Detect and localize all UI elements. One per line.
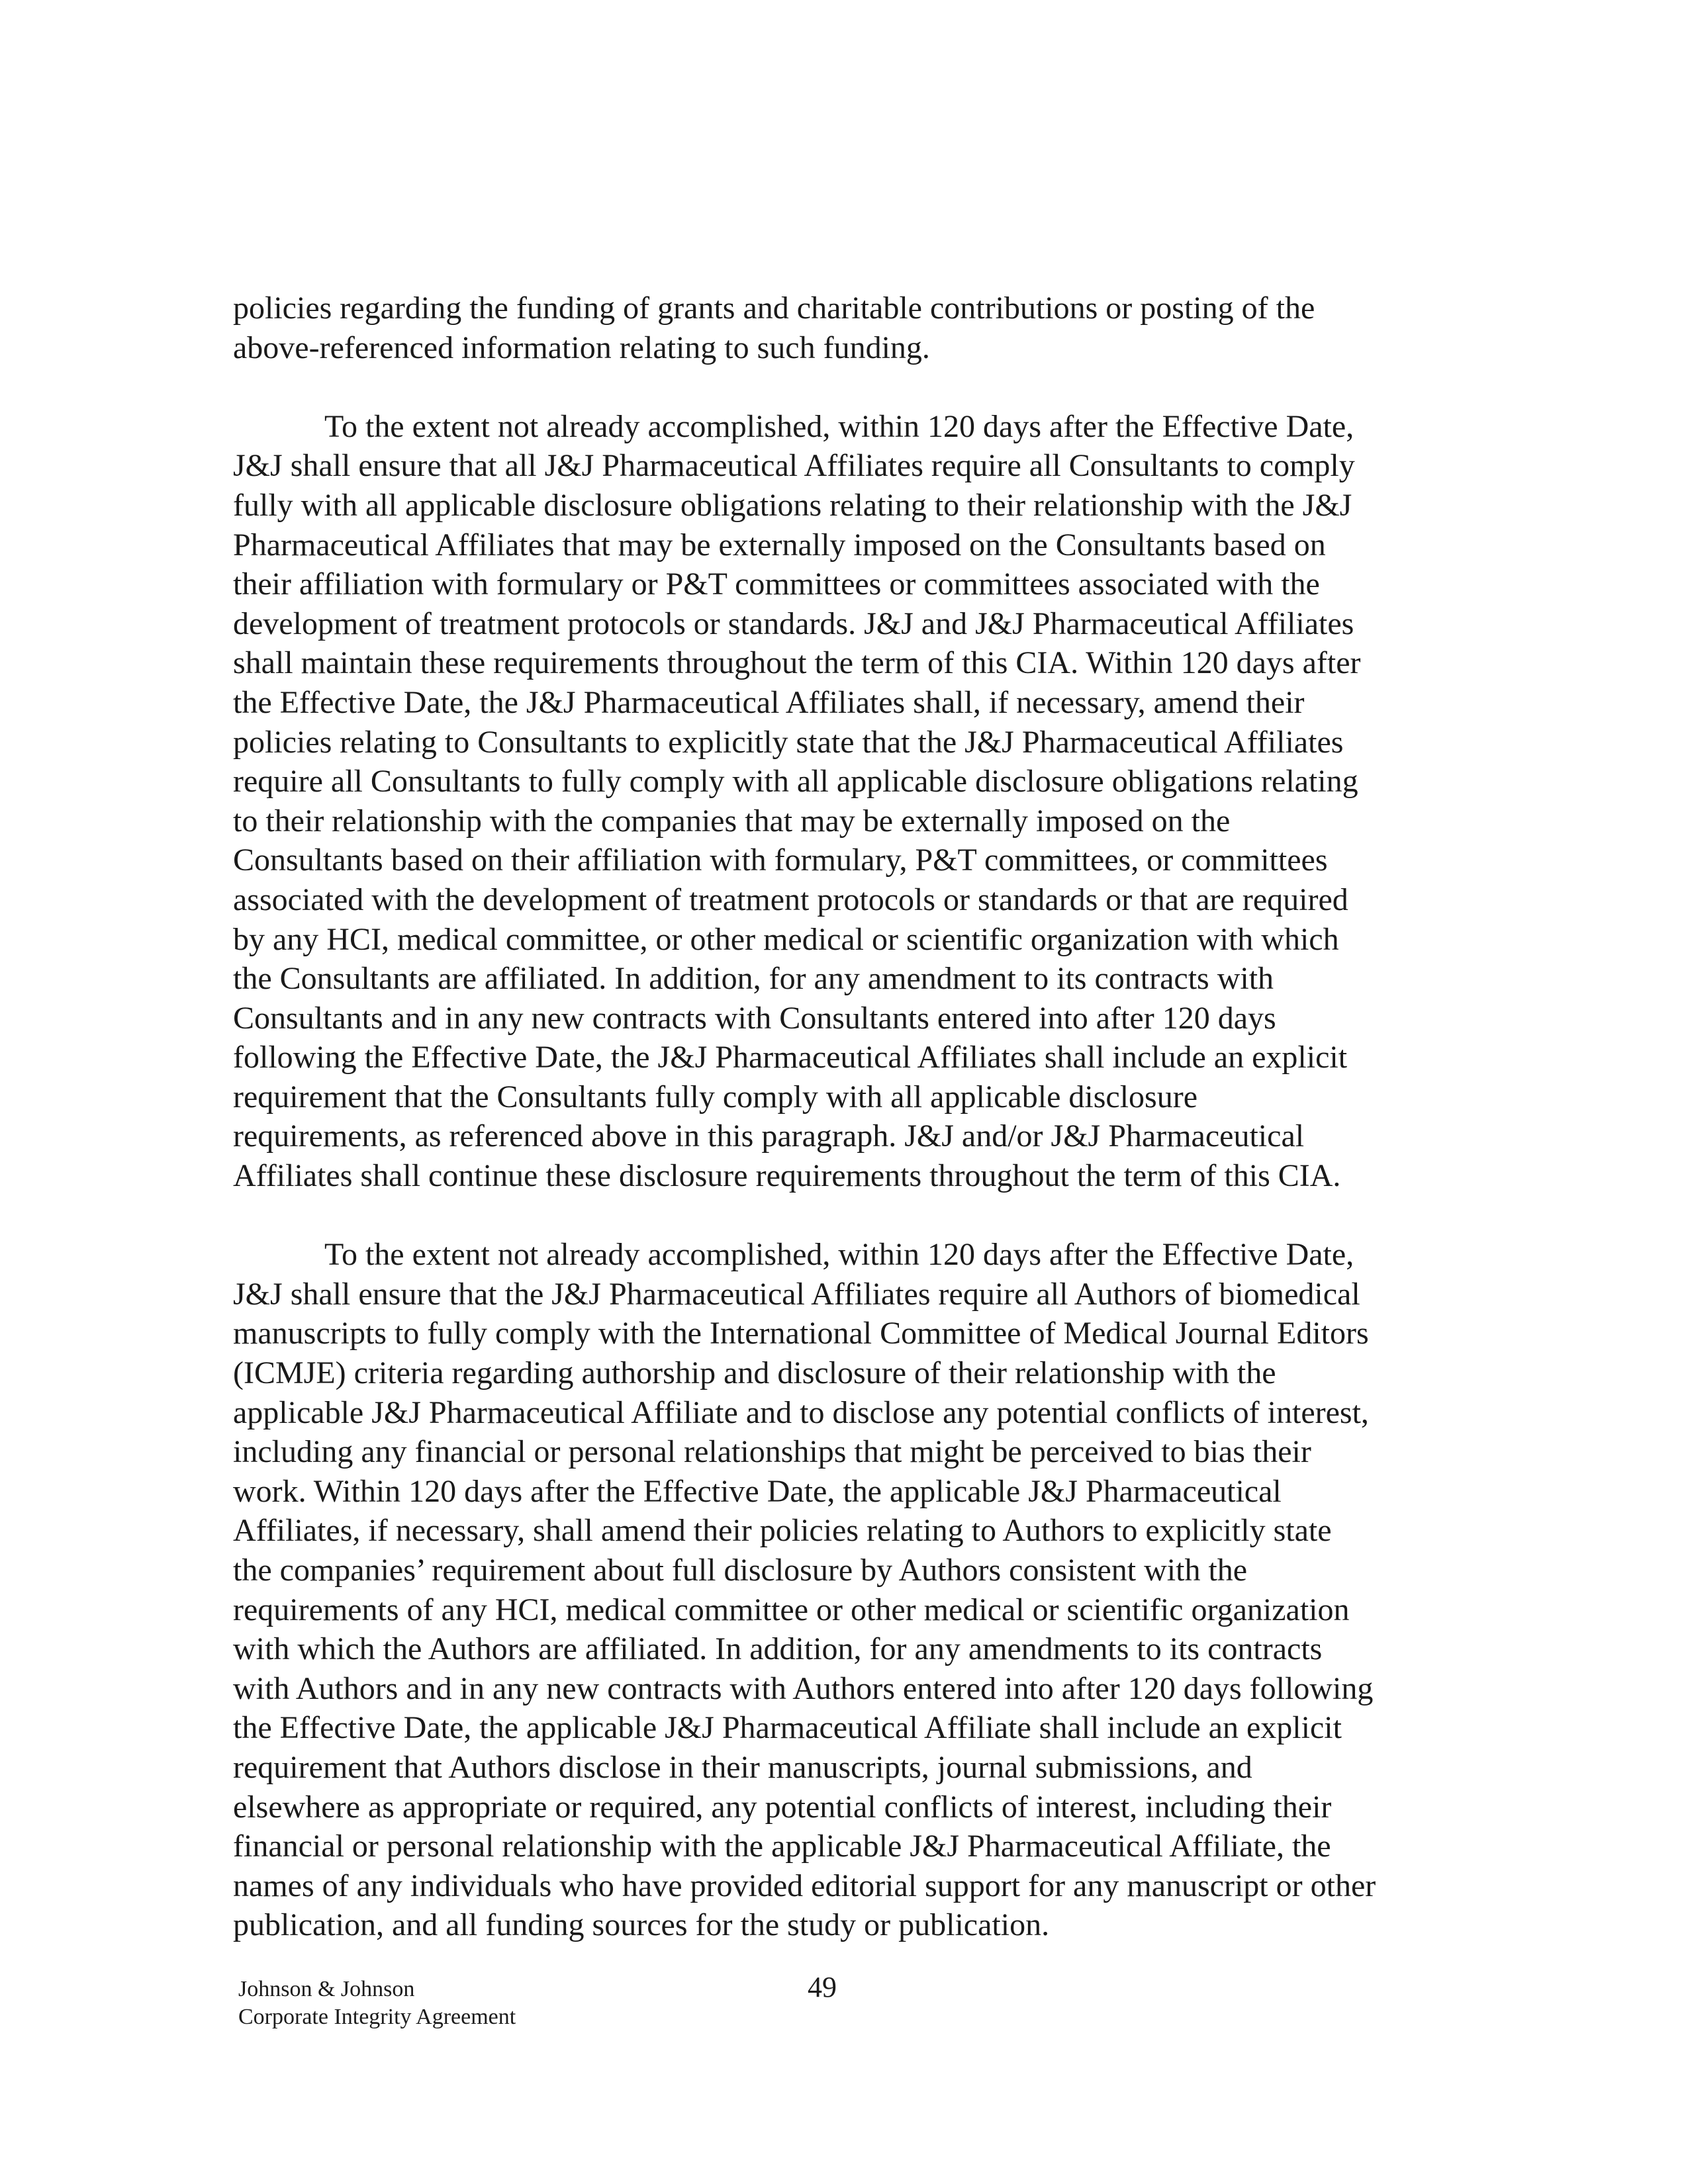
text-line: associated with the development of treatment protocols or standards or that are required: [233, 882, 1348, 917]
text-line: policies relating to Consultants to explicitly state that the J&J Pharmaceutical Affiliates: [233, 724, 1344, 760]
document-body: [233, 289, 1458, 1945]
text-line: Affiliates shall continue these disclosure requirements throughout the term of this CIA.: [233, 1158, 1341, 1194]
text-line: work. Within 120 days after the Effective Date, the applicable J&J Pharmaceutical: [233, 1473, 1282, 1509]
text-line: financial or personal relationship with the applicable J&J Pharmaceutical Affiliate, the: [233, 1829, 1331, 1864]
text-line: with which the Authors are affiliated. In addition, for any amendments to its contracts: [233, 1631, 1323, 1667]
text-line: Pharmaceutical Affiliates that may be externally imposed on the Consultants based on: [233, 527, 1326, 563]
text-line: require all Consultants to fully comply with all applicable disclosure obligations relating: [233, 764, 1358, 799]
text-line: with Authors and in any new contracts with Authors entered into after 120 days following: [233, 1670, 1374, 1706]
text-line: Consultants based on their affiliation with formulary, P&T committees, or committees: [233, 842, 1328, 878]
text-line: the Effective Date, the J&J Pharmaceutical Affiliates shall, if necessary, amend their: [233, 684, 1305, 720]
paragraph: [233, 289, 1458, 367]
text-line: Affiliates, if necessary, shall amend their policies relating to Authors to explicitly state: [233, 1513, 1332, 1549]
text-line: requirements of any HCI, medical committee or other medical or scientific organization: [233, 1592, 1350, 1627]
text-line: requirements, as referenced above in this paragraph. J&J and/or J&J Pharmaceutical: [233, 1118, 1305, 1154]
text-line: following the Effective Date, the J&J Pharmaceutical Affiliates shall include an explicit: [233, 1040, 1348, 1075]
paragraph: [233, 407, 1458, 1196]
text-line: by any HCI, medical committee, or other medical or scientific organization with which: [233, 921, 1339, 957]
text-line: names of any individuals who have provided editorial support for any manuscript or other: [233, 1868, 1376, 1903]
text-line: fully with all applicable disclosure obligations relating to their relationship with the J&J: [233, 487, 1352, 523]
footer-document-title: Corporate Integrity Agreement: [238, 2005, 516, 2029]
text-line: to their relationship with the companies that may be externally imposed on the: [233, 803, 1231, 839]
text-line: J&J shall ensure that the J&J Pharmaceutical Affiliates require all Authors of biomedical: [233, 1276, 1360, 1312]
footer-company: Johnson & Johnson: [238, 1977, 415, 2001]
footer-document-info: [238, 1976, 516, 2031]
text-line: above-referenced information relating to such funding.: [233, 330, 930, 365]
text-line: To the extent not already accomplished, within 120 days after the Effective Date,: [324, 408, 1354, 444]
text-line: requirement that the Consultants fully comply with all applicable disclosure: [233, 1079, 1197, 1115]
text-line: the Effective Date, the applicable J&J Pharmaceutical Affiliate shall include an explicit: [233, 1710, 1342, 1746]
text-line: publication, and all funding sources for the study or publication.: [233, 1907, 1050, 1943]
text-line: J&J shall ensure that all J&J Pharmaceutical Affiliates require all Consultants to comply: [233, 448, 1355, 484]
page-number: 49: [808, 1971, 837, 2003]
text-line: development of treatment protocols or standards. J&J and J&J Pharmaceutical Affiliates: [233, 606, 1354, 641]
text-line: the Consultants are affiliated. In addition, for any amendment to its contracts with: [233, 961, 1274, 997]
text-line: including any financial or personal relationships that might be perceived to bias their: [233, 1434, 1311, 1470]
text-line: Consultants and in any new contracts with Consultants entered into after 120 days: [233, 1000, 1276, 1036]
text-line: manuscripts to fully comply with the International Committee of Medical Journal Editors: [233, 1316, 1369, 1351]
text-line: their affiliation with formulary or P&T committees or committees associated with the: [233, 567, 1320, 602]
text-line: To the extent not already accomplished, within 120 days after the Effective Date,: [324, 1237, 1354, 1273]
text-line: shall maintain these requirements throughout the term of this CIA. Within 120 days after: [233, 645, 1361, 681]
text-line: elsewhere as appropriate or required, any potential conflicts of interest, including their: [233, 1789, 1332, 1825]
text-line: policies regarding the funding of grants and charitable contributions or posting of the: [233, 291, 1315, 326]
paragraph: [233, 1235, 1458, 1945]
text-line: applicable J&J Pharmaceutical Affiliate and to disclose any potential conflicts of interest,: [233, 1394, 1369, 1430]
text-line: (ICMJE) criteria regarding authorship and disclosure of their relationship with the: [233, 1355, 1276, 1391]
text-line: requirement that Authors disclose in their manuscripts, journal submissions, and: [233, 1749, 1252, 1785]
text-line: the companies’ requirement about full disclosure by Authors consistent with the: [233, 1553, 1248, 1588]
